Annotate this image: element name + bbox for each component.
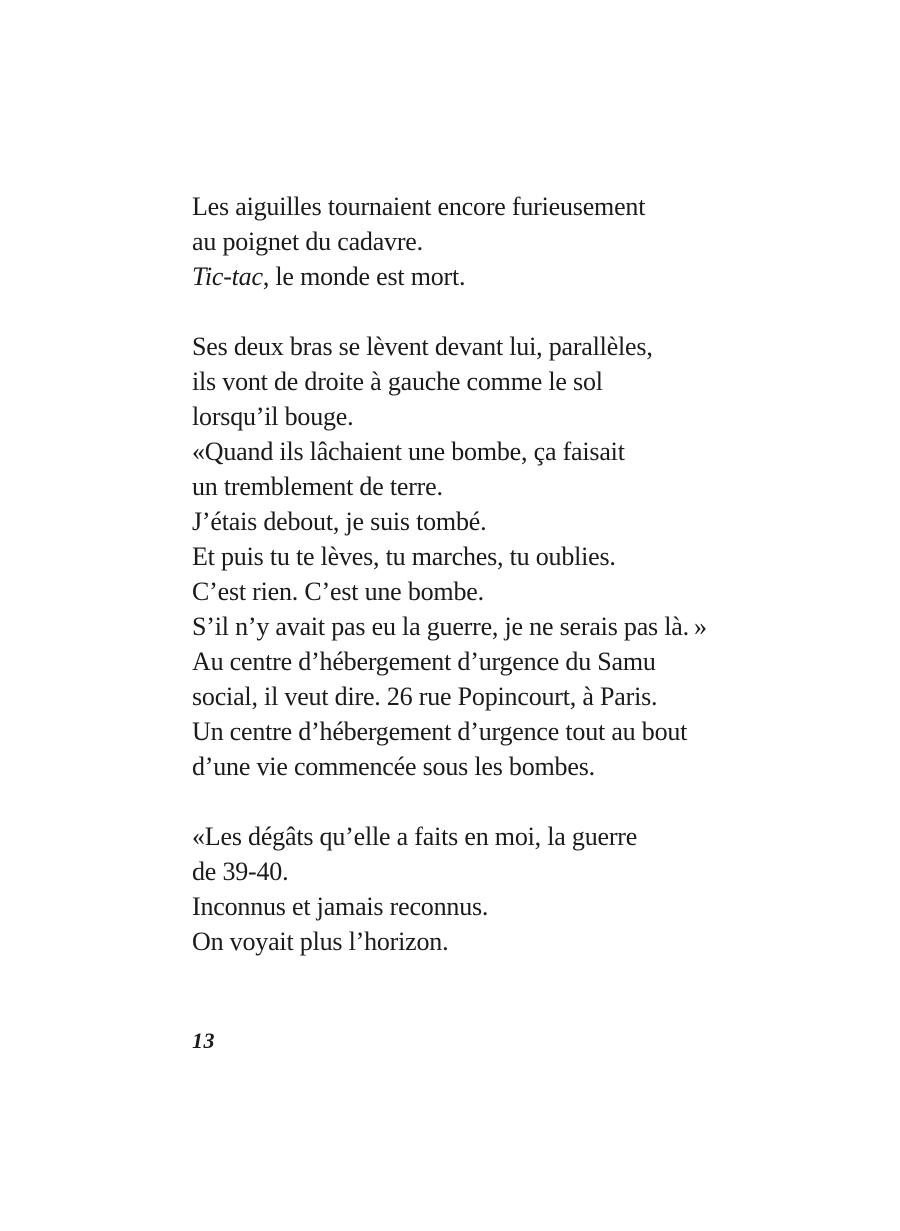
text-segment: un tremblement de terre.	[192, 472, 443, 501]
paragraph	[192, 189, 842, 294]
text-segment: C’est rien. C’est une bombe.	[192, 577, 484, 606]
text-line	[192, 434, 842, 469]
text-line	[192, 854, 842, 889]
text-segment: Un centre d’hébergement d’urgence tout au bout	[192, 717, 688, 746]
page-number: 13	[192, 1028, 215, 1053]
text-segment: S’il n’y avait pas eu la guerre, je ne serais pas là. »	[192, 612, 707, 641]
text-line	[192, 364, 842, 399]
text-line	[192, 224, 842, 259]
text-segment: «Les dégâts qu’elle a faits en moi, la guerre	[192, 822, 638, 851]
text-line	[192, 399, 842, 434]
text-segment: ils vont de droite à gauche comme le sol	[192, 367, 603, 396]
text-segment: Au centre d’hébergement d’urgence du Samu	[192, 647, 656, 676]
paragraph	[192, 819, 842, 959]
text-line	[192, 924, 842, 959]
text-segment: , le monde est mort.	[262, 262, 466, 291]
text-segment: On voyait plus l’horizon.	[192, 927, 449, 956]
text-line	[192, 679, 842, 714]
paragraph	[192, 329, 842, 784]
text-line	[192, 819, 842, 854]
text-segment: au poignet du cadavre.	[192, 227, 423, 256]
text-line	[192, 259, 842, 294]
text-line	[192, 329, 842, 364]
text-segment: Et puis tu te lèves, tu marches, tu oublies.	[192, 542, 616, 571]
text-segment: de 39-40.	[192, 857, 289, 886]
italic-text-segment: Tic-tac	[192, 262, 263, 291]
text-segment: Inconnus et jamais reconnus.	[192, 892, 489, 921]
text-line	[192, 189, 842, 224]
text-line	[192, 714, 842, 749]
text-segment: social, il veut dire. 26 rue Popincourt, à Paris.	[192, 682, 658, 711]
text-segment: «Quand ils lâchaient une bombe, ça faisait	[192, 437, 625, 466]
text-segment: lorsqu’il bouge.	[192, 402, 354, 431]
text-segment: J’étais debout, je suis tombé.	[192, 507, 487, 536]
text-line	[192, 504, 842, 539]
text-line	[192, 539, 842, 574]
text-line	[192, 889, 842, 924]
text-line	[192, 469, 842, 504]
text-line	[192, 574, 842, 609]
text-segment: Ses deux bras se lèvent devant lui, parallèles,	[192, 332, 653, 361]
text-line	[192, 644, 842, 679]
text-line	[192, 609, 842, 644]
text-line	[192, 749, 842, 784]
poem-text	[192, 189, 842, 959]
text-segment: Les aiguilles tournaient encore furieusement	[192, 192, 646, 221]
text-segment: d’une vie commencée sous les bombes.	[192, 752, 595, 781]
